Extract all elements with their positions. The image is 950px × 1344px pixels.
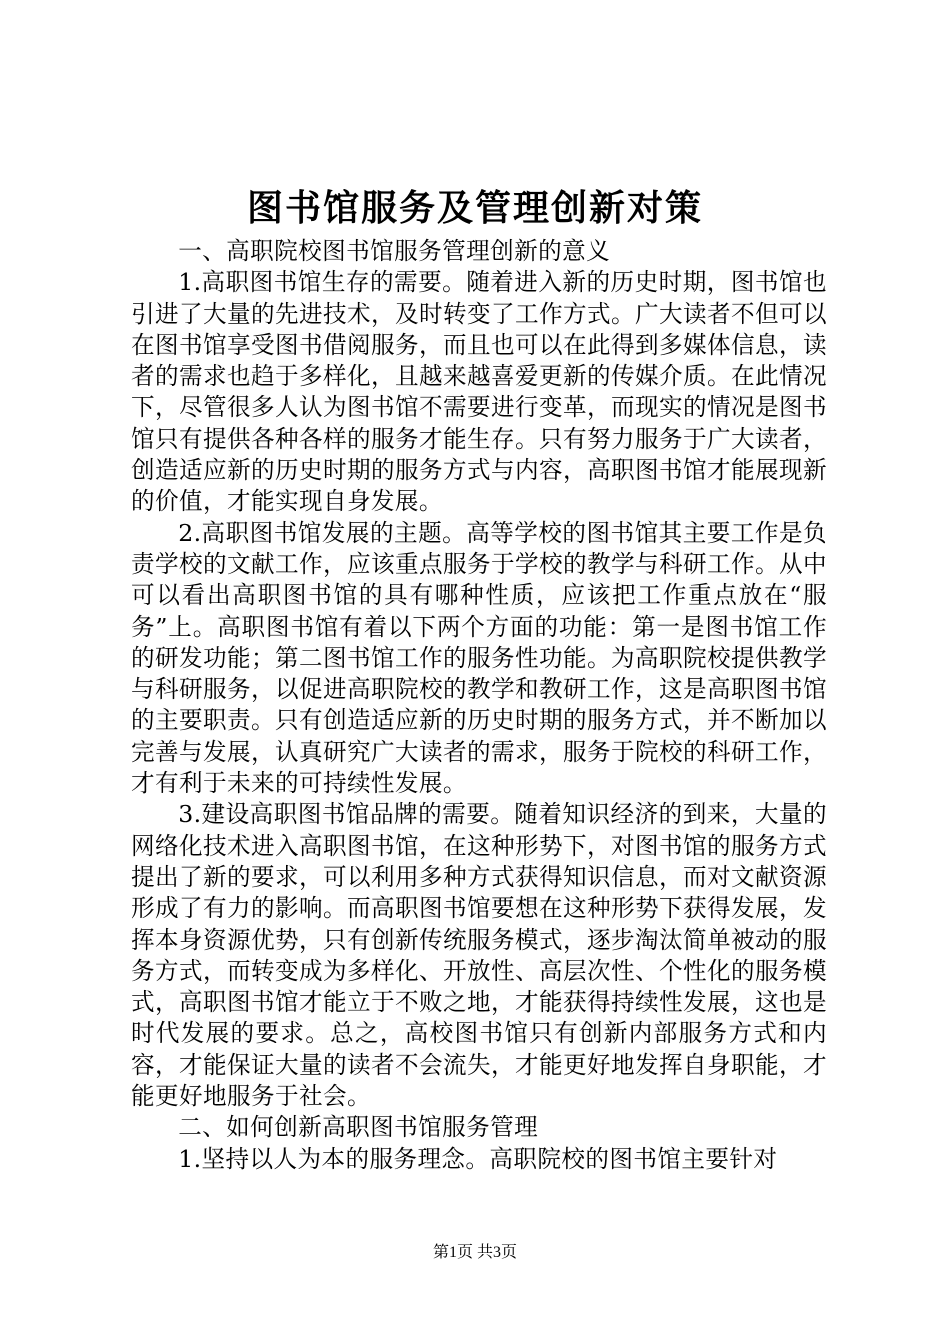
paragraph-people-oriented: 1.坚持以人为本的服务理念。高职院校的图书馆主要针对 xyxy=(178,1144,778,1173)
section-heading-significance: 一、高职院校图书馆服务管理创新的意义 xyxy=(178,237,611,265)
paragraph-brand-building: 3.建设高职图书馆品牌的需要。随着知识经济的到来，大量的网络化技术进入高职图书馆，在这种形势下，对图书馆的服务方式提出了新的要求，可以利用多种方式获得知识信息，而对文献资源形成了有力的影响。而高职图书馆要想在这种形势下获得发展，发挥本身资源优势，只有创新传统服务模式，逐步淘汰简单被动的服务方式，而转变成为多样化、开放性、高层次性、个性化的服务模式，高职图书馆才能立于不败之地，才能获得持续性发展，这也是时代发展的要求。总之，高校图书馆只有创新内部服务方式和内容，才能保证大量的读者不会流失，才能更好地发挥自身职能，才能更好地服务于社会。 xyxy=(131,800,827,1111)
page-footer: 第1页 共3页 xyxy=(432,1244,517,1261)
section-heading-how-to-innovate: 二、如何创新高职图书馆服务管理 xyxy=(178,1113,539,1142)
document-title: 图书馆服务及管理创新对策 xyxy=(246,187,703,229)
paragraph-development-theme: 2.高职图书馆发展的主题。高等学校的图书馆其主要工作是负责学校的文献工作，应该重点服务于学校的教学与科研工作。从中可以看出高职图书馆的具有哪种性质，应该把工作重点放在“服务”上。高职图书馆有着以下两个方面的功能：第一是图书馆工作的研发功能；第二图书馆工作的服务性功能。为高职院校提供教学与科研服务，以促进高职院校的教学和教研工作，这是高职图书馆的主要职责。只有创造适应新的历史时期的服务方式，并不断加以完善与发展，认真研究广大读者的需求，服务于院校的科研工作，才有利于未来的可持续性发展。 xyxy=(131,518,827,798)
paragraph-survival-need: 1.高职图书馆生存的需要。随着进入新的历史时期，图书馆也引进了大量的先进技术，及时转变了工作方式。广大读者不但可以在图书馆享受图书借阅服务，而且也可以在此得到多媒体信息，读者的需求也趋于多样化，且越来越喜爱更新的传媒介质。在此情况下，尽管很多人认为图书馆不需要进行变革，而现实的情况是图书馆只有提供各种各样的服务才能生存。只有努力服务于广大读者，创造适应新的历史时期的服务方式与内容，高职图书馆才能展现新的价值，才能实现自身发展。 xyxy=(131,268,827,516)
document-body xyxy=(131,236,827,1175)
